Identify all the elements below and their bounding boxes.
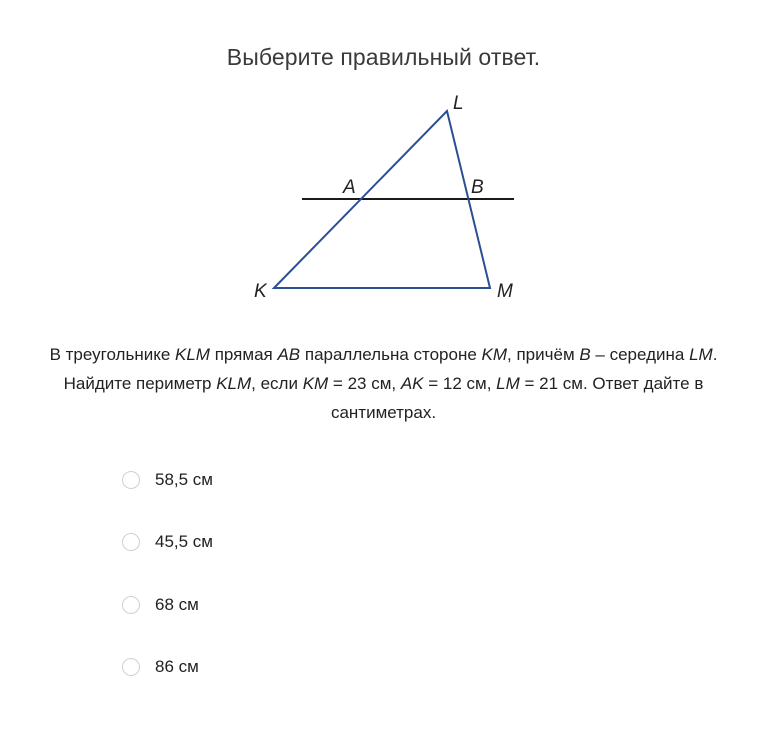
question-variable: AK (400, 374, 424, 393)
question-text-part: = 21 см. Ответ дайте в сантиметрах. (330, 374, 704, 422)
question-variable: AB (277, 345, 301, 364)
triangle-figure (0, 0, 767, 320)
question-variable: KM (481, 345, 508, 364)
question-text-part: параллельна стороне (300, 345, 482, 364)
question-text-part: В треугольнике (49, 345, 176, 364)
question-text-part: , причём (507, 345, 580, 364)
radio-button[interactable] (122, 471, 140, 489)
question-text (20, 340, 747, 427)
radio-button[interactable] (122, 533, 140, 551)
answer-option-label: 86 см (155, 657, 199, 676)
question-variable: LM (496, 374, 520, 393)
point-label-b: B (471, 177, 484, 198)
question-heading: Выберите правильный ответ. (226, 44, 541, 70)
question-variable: KLM (175, 345, 210, 364)
answer-option-label: 45,5 см (155, 532, 213, 551)
question-text-part: , если (251, 374, 303, 393)
radio-button[interactable] (122, 596, 140, 614)
answer-option-label: 58,5 см (155, 469, 213, 489)
answer-options (122, 462, 522, 712)
question-text-part: – середина (590, 345, 690, 364)
vertex-label-m: M (497, 281, 513, 302)
answer-option-1[interactable] (122, 462, 522, 497)
answer-option-2[interactable] (122, 525, 522, 560)
question-variable: KLM (216, 374, 252, 393)
answer-option-3[interactable] (122, 587, 522, 622)
question-text-part: . Найдите периметр (63, 345, 718, 393)
question-variable: KM (302, 374, 329, 393)
answer-option-4[interactable] (122, 650, 522, 685)
answer-option-label: 68 см (155, 594, 199, 614)
vertex-label-k: K (254, 281, 267, 302)
question-variable: B (579, 345, 591, 364)
question-variable: LM (689, 345, 713, 364)
question-text-part: = 12 см, (423, 374, 497, 393)
question-text-part: прямая (209, 345, 278, 364)
question-text-part: = 23 см, (328, 374, 401, 393)
point-label-a: A (343, 177, 356, 198)
vertex-label-l: L (453, 93, 464, 114)
radio-button[interactable] (122, 658, 140, 676)
